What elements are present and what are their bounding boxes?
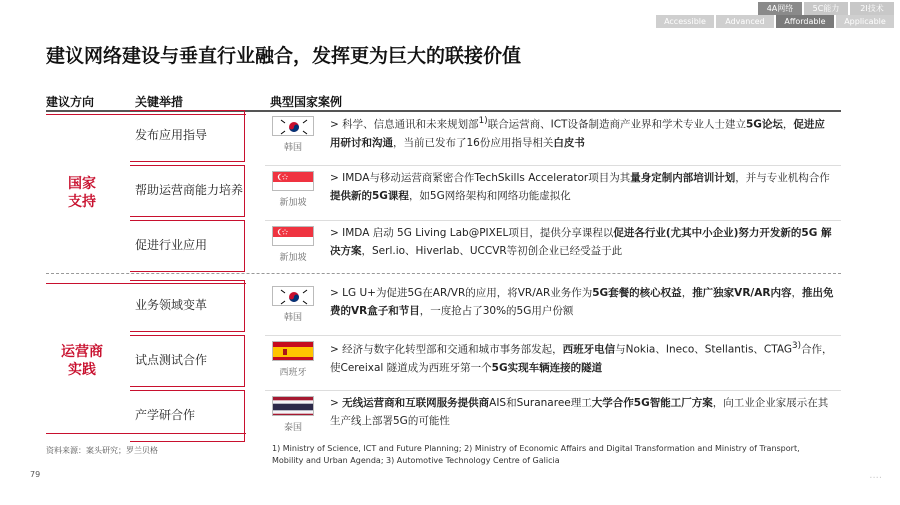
group-divider <box>46 273 841 274</box>
country-flag-box <box>270 341 316 378</box>
case-row <box>125 335 841 387</box>
case-description: > LG U+为促进5G在AR/VR的应用，将VR/AR业务作为5G套餐的核心权益，推广独家VR/AR内容，推出免费的VR盒子和节目，一度抢占了30%的5G用户份额 <box>330 287 834 318</box>
country-name: 新加坡 <box>279 253 307 263</box>
top-tab-2[interactable]: 2I技术 <box>850 2 894 15</box>
measure-label: 发布应用指导 <box>135 128 208 143</box>
country-name: 韩国 <box>283 313 302 323</box>
country-flag-box <box>270 226 316 263</box>
case-description: > IMDA 启动 5G Living Lab@PIXEL项目，提供分享课程以促进各行业(尤其中小企业)努力开发新的5G 解决方案，Serl.io、Hiverlab、UCCVR等初创企业已经受益于此 <box>330 227 832 258</box>
group-2-label-line-2: 实践 <box>68 361 96 378</box>
sub-tab-applicable[interactable]: Applicable <box>836 15 894 28</box>
sub-tab-affordable[interactable]: Affordable <box>776 15 834 28</box>
page-number: 79 <box>30 470 41 479</box>
group-2-label-line-1: 运营商 <box>61 344 103 360</box>
more-icon: ···· <box>869 473 882 484</box>
page-title: 建议网络建设与垂直行业融合，发挥更为巨大的联接价值 <box>46 45 522 67</box>
case-row <box>125 390 841 442</box>
group-2-label <box>52 344 112 379</box>
country-name: 西班牙 <box>279 368 307 378</box>
kr-flag-icon <box>272 116 314 136</box>
country-flag-box <box>270 171 316 208</box>
es-flag-icon <box>272 341 314 361</box>
group-1-label <box>52 176 112 211</box>
case-description: > IMDA与移动运营商紧密合作TechSkills Accelerator项目为其量身定制内部培训计划，并与专业机构合作提供新的5G课程，如5G网络架构和网络功能虚拟化 <box>330 172 830 203</box>
sub-tab-advanced[interactable]: Advanced <box>716 15 774 28</box>
case-row <box>125 220 841 272</box>
measure-label: 试点测试合作 <box>135 353 208 368</box>
sg-flag-icon <box>272 171 314 191</box>
case-row <box>125 165 841 217</box>
sg-flag-icon <box>272 226 314 246</box>
measure-label: 帮助运营商能力培养 <box>135 183 244 198</box>
top-tab-0[interactable]: 4A网络 <box>758 2 802 15</box>
measure-label: 业务领域变革 <box>135 298 208 313</box>
top-tabs <box>758 2 894 15</box>
sub-tabs <box>656 15 894 28</box>
country-flag-box <box>270 286 316 323</box>
kr-flag-icon <box>272 286 314 306</box>
country-flag-box <box>270 396 316 433</box>
country-name: 泰国 <box>283 423 302 433</box>
measure-label: 促进行业应用 <box>135 238 208 253</box>
case-description: > 无线运营商和互联网服务提供商AIS和Suranaree理工大学合作5G智能工厂方案，向工业企业家展示在其生产线上部署5G的可能性 <box>330 397 829 428</box>
measure-label: 产学研合作 <box>135 408 196 423</box>
sub-tab-accessible[interactable]: Accessible <box>656 15 714 28</box>
group-1-label-line-2: 支持 <box>68 193 96 210</box>
th-flag-icon <box>272 396 314 416</box>
case-description: > 科学、信息通讯和未来规划部$^{1)}$联合运营商、ICT设备制造商产业界和学术专业人士建立5G论坛，促进应用研讨和沟通，当前已发布了16份应用指导相关白皮书 <box>330 116 825 149</box>
case-row <box>125 280 841 332</box>
top-tab-1[interactable]: 5C能力 <box>804 2 848 15</box>
case-description: > 经济与数字化转型部和交通和城市事务部发起，西班牙电信与Nokia、Ineco、Stellantis、CTAG$^{3)}$合作，使Cereixal 隧道成为西班牙第一个5G实现车辆连接的隧道 <box>330 341 833 374</box>
footer-note: 1) Ministry of Science, ICT and Future Planning; 2) Ministry of Economic Affairs and Digital Transformation and Ministry of Transport, Mobility and Urban Agenda; 3) Automotive Technology Centre of Galicia <box>272 444 800 465</box>
case-row <box>125 110 841 162</box>
group-1-label-line-1: 国家 <box>68 176 96 192</box>
country-name: 韩国 <box>283 143 302 153</box>
header-cases: 典型国家案例 <box>270 95 343 109</box>
country-name: 新加坡 <box>279 198 307 208</box>
country-flag-box <box>270 116 316 153</box>
footer-source: 资料来源：案头研究；罗兰贝格 <box>46 446 158 455</box>
header-measure: 关键举措 <box>135 95 184 109</box>
header-direction: 建议方向 <box>46 95 95 109</box>
